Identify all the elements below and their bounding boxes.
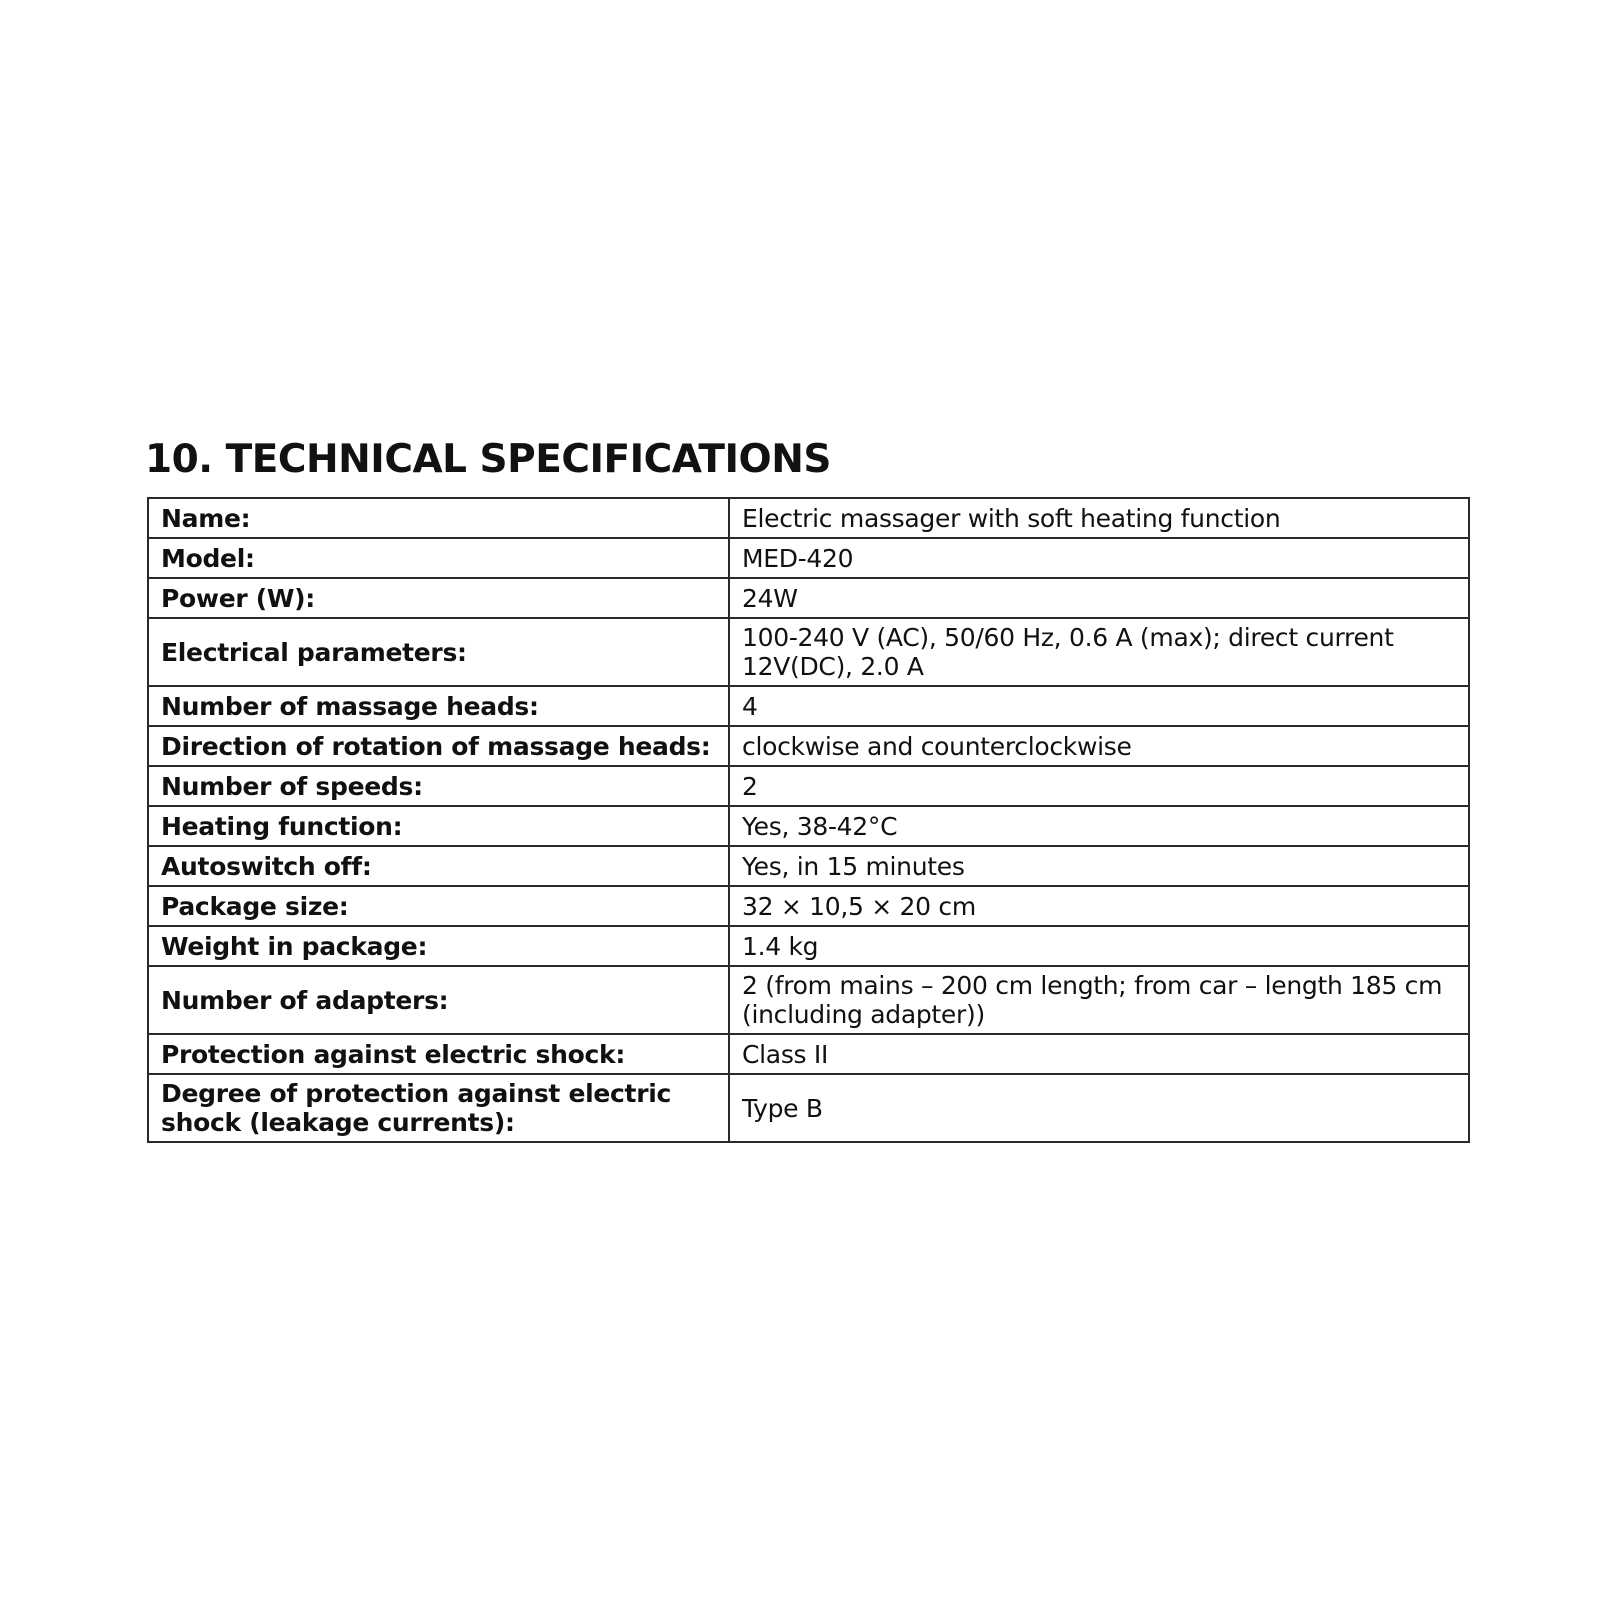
spec-label: Number of adapters: (148, 966, 729, 1034)
spec-label: Power (W): (148, 578, 729, 618)
spec-value: Yes, 38-42°C (729, 806, 1469, 846)
table-row (148, 578, 1469, 618)
spec-label: Number of speeds: (148, 766, 729, 806)
table-row (148, 1074, 1469, 1142)
spec-value: 100-240 V (AC), 50/60 Hz, 0.6 A (max); direct current 12V(DC), 2.0 A (729, 618, 1469, 686)
table-row (148, 498, 1469, 538)
table-row (148, 1034, 1469, 1074)
spec-value: 1.4 kg (729, 926, 1469, 966)
table-row (148, 966, 1469, 1034)
table-row (148, 766, 1469, 806)
spec-value: MED-420 (729, 538, 1469, 578)
table-row (148, 846, 1469, 886)
spec-value: 32 × 10,5 × 20 cm (729, 886, 1469, 926)
spec-value: Class II (729, 1034, 1469, 1074)
spec-value: Yes, in 15 minutes (729, 846, 1469, 886)
table-row (148, 686, 1469, 726)
spec-label: Package size: (148, 886, 729, 926)
spec-label: Degree of protection against electric shock (leakage currents): (148, 1074, 729, 1142)
spec-value: 24W (729, 578, 1469, 618)
table-row (148, 618, 1469, 686)
spec-label: Autoswitch off: (148, 846, 729, 886)
spec-value: 4 (729, 686, 1469, 726)
spec-value: 2 (729, 766, 1469, 806)
spec-value: clockwise and counterclockwise (729, 726, 1469, 766)
spec-label: Electrical parameters: (148, 618, 729, 686)
spec-label: Name: (148, 498, 729, 538)
spec-label: Number of massage heads: (148, 686, 729, 726)
table-row (148, 926, 1469, 966)
spec-label: Weight in package: (148, 926, 729, 966)
spec-label: Protection against electric shock: (148, 1034, 729, 1074)
table-row (148, 806, 1469, 846)
spec-label: Model: (148, 538, 729, 578)
spec-value: Type B (729, 1074, 1469, 1142)
specifications-table (147, 497, 1470, 1143)
table-row (148, 886, 1469, 926)
spec-label: Direction of rotation of massage heads: (148, 726, 729, 766)
table-row (148, 726, 1469, 766)
table-row (148, 538, 1469, 578)
spec-value: Electric massager with soft heating function (729, 498, 1469, 538)
section-title: 10. TECHNICAL SPECIFICATIONS (145, 437, 831, 482)
spec-value: 2 (from mains – 200 cm length; from car – length 185 cm (including adapter)) (729, 966, 1469, 1034)
spec-label: Heating function: (148, 806, 729, 846)
